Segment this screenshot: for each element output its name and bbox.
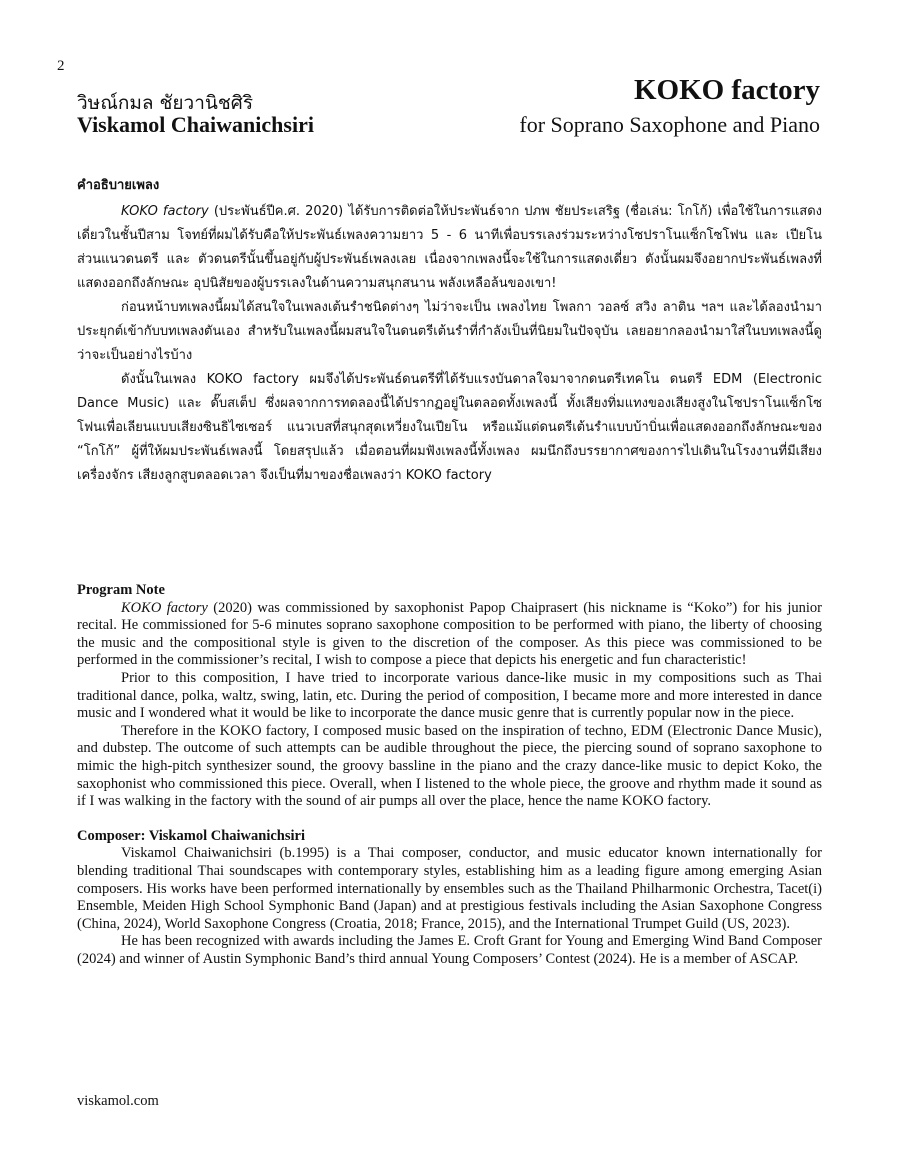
program-note-paragraph-3: Therefore in the KOKO factory, I composed music based on the inspiration of techno, EDM (Electronic Dance Music), and dubstep. The outcome of such attempts can be audible throughout the piece, the piercing sound of soprano saxophone to mimic the high-pitch synthesizer sound, the groovy bassline in the piano and the crazy dance-like music to depict Koko, the saxophonist who commissioned this piece. Overall, when I listened to the whole piece, the groove and rhythm made it sound as if I was walking in the factory with the sound of air pumps all over the place, hence the name KOKO factory. <box>77 722 822 810</box>
work-title: KOKO factory <box>633 74 820 106</box>
composer-name-thai: วิษณ์กมล ชัยวานิชศิริ <box>77 92 254 114</box>
thai-note-paragraph-1 <box>77 200 822 296</box>
footer-website: viskamol.com <box>77 1093 159 1109</box>
thai-note-heading: คำอธิบายเพลง <box>77 178 160 193</box>
section-gap <box>77 811 822 828</box>
thai-note-paragraph-2: ก่อนหน้าบทเพลงนี้ผมได้สนใจในเพลงเต้นรำชนิดต่างๆ ไม่ว่าจะเป็น เพลงไทย โพลกา วอลซ์ สวิง ลาติน ฯลฯ และได้ลองนำมาประยุกต์เข้ากับบทเพลงตันเอง สำหรับในเพลงนี้ผมสนใจในดนตรีเต้นรำที่กำลังเป็นที่นิยมในปัจจุบัน เลยอยากลองนำมาใส่ในบทเพลงนี้ดูว่าจะเป็นอย่างไรบ้าง <box>77 300 822 363</box>
work-subtitle: for Soprano Saxophone and Piano <box>519 112 820 137</box>
composer-bio-heading: Composer: Viskamol Chaiwanichsiri <box>77 827 305 844</box>
composer-bio-paragraph-1: Viskamol Chaiwanichsiri (b.1995) is a Thai composer, conductor, and music educator known internationally for blending traditional Thai soundscapes with contemporary styles, establishing him as a leading figure among emerging Asian composers. His works have been performed internationally by ensembles such as the Thailand Philharmonic Orchestra, Tacet(i) Ensemble, Meiden High School Symphonic Band (Japan) and at prestigious festivals including the Asian Saxophone Congress (China, 2024), World Saxophone Congress (Croatia, 2018; France, 2015), and the International Trumpet Guild (US, 2023). <box>77 845 822 932</box>
program-note-paragraph-1 <box>77 600 822 670</box>
program-note-heading: Program Note <box>77 582 165 598</box>
program-note-paragraph-2: Prior to this composition, I have tried to incorporate various dance-like music in my compositions such as Thai traditional dance, polka, waltz, swing, latin, etc. During the period of composition, I became more and more interested in dance music and I wondered what it would be like to incorporate the dance music genre that is currently popular now in the piece. <box>77 669 822 722</box>
page-header <box>77 76 820 140</box>
thai-note-work-title: KOKO factory <box>121 204 209 219</box>
composer-bio-paragraph-2: He has been recognized with awards including the James E. Croft Grant for Young and Emerging Wind Band Composer (2024) and winner of Austin Symphonic Band’s third annual Young Composers’ Contest (2024). He is a member of ASCAP. <box>77 933 822 967</box>
thai-note-paragraph-1-text: (ประพันธ์ปีค.ศ. 2020) ได้รับการติดต่อให้ประพันธ์จาก ปภพ ชัยประเสริฐ (ชื่อเล่น: โกโก้) เพื่อใช้ในการแสดงเดี่ยวในชั้นปีสาม โจทย์ที่ผมได้รับคือให้ประพันธ์เพลงความยาว 5 - 6 นาทีเพื่อบรรเลงร่วมระหว่างโซปราโนแซ็กโซโฟน และ เปียโน ส่วนแนวดนตรี และ ตัวดนตรีนั้นขึ้นอยู่กับผู้ประพันธ์เพลงเลย เนื่องจากเพลงนี้จะใช้ในการแสดงเดี่ยว ดังนั้นผมจึงอยากประพันธ์เพลงที่แสดงออกถึงลักษณะ อุปนิสัยของผู้บรรเลงในด้านความสนุกสนาน พลังเหลือล้นของเขา! <box>77 204 822 291</box>
composer-name-english: Viskamol Chaiwanichsiri <box>77 112 314 137</box>
page-number: 2 <box>57 58 65 74</box>
program-note-work-title: KOKO factory <box>121 599 208 616</box>
thai-program-note <box>77 174 822 488</box>
thai-note-paragraph-3: ดังนั้นในเพลง KOKO factory ผมจึงได้ประพันธ์ดนตรีที่ได้รับแรงบันดาลใจมาจากดนตรีเทคโน ดนตรี EDM (Electronic Dance Music) และ ดั๊บสเต็ป ซึ่งผลจากการทดลองนี้ได้ปรากฏอยู่ในตลอดทั้งเพลงนี้ ทั้งเสียงทิ่มแทงของเสียงสูงในโซปราโนแซ็กโซโฟนเพื่อเลียนแบบเสียงซินธิไซเซอร์ แนวเบสที่สนุกสุดเหวี่ยงในเปียโน หรือแม้แต่ดนตรีเต้นรำแบบบ้าบิ่นเพื่อแสดงออกถึงลักษณะของ “โกโก้” ผู้ที่ให้ผมประพันธ์เพลงนี้ โดยสรุปแล้ว เมื่อตอนที่ผมฟังเพลงนี้ทั้งเพลง ผมนึกถึงบรรยากาศของการไปเดินในโรงงานที่มีเสียงเครื่องจักร เสียงลูกสูบตลอดเวลา จึงเป็นที่มาของชื่อเพลงว่า KOKO factory <box>77 372 822 483</box>
program-note-paragraph-1-text: (2020) was commissioned by saxophonist Papop Chaiprasert (his nickname is “Koko”) for his junior recital. He commissioned for 5-6 minutes soprano saxophone composition to be performed with piano, the liberty of choosing the music and the compositional style is given to the discretion of the composer. As this piece was commissioned to be performed in the commissioner’s recital, I wish to compose a piece that depicts his energetic and fun characteristic! <box>77 599 823 669</box>
english-notes <box>77 582 822 968</box>
